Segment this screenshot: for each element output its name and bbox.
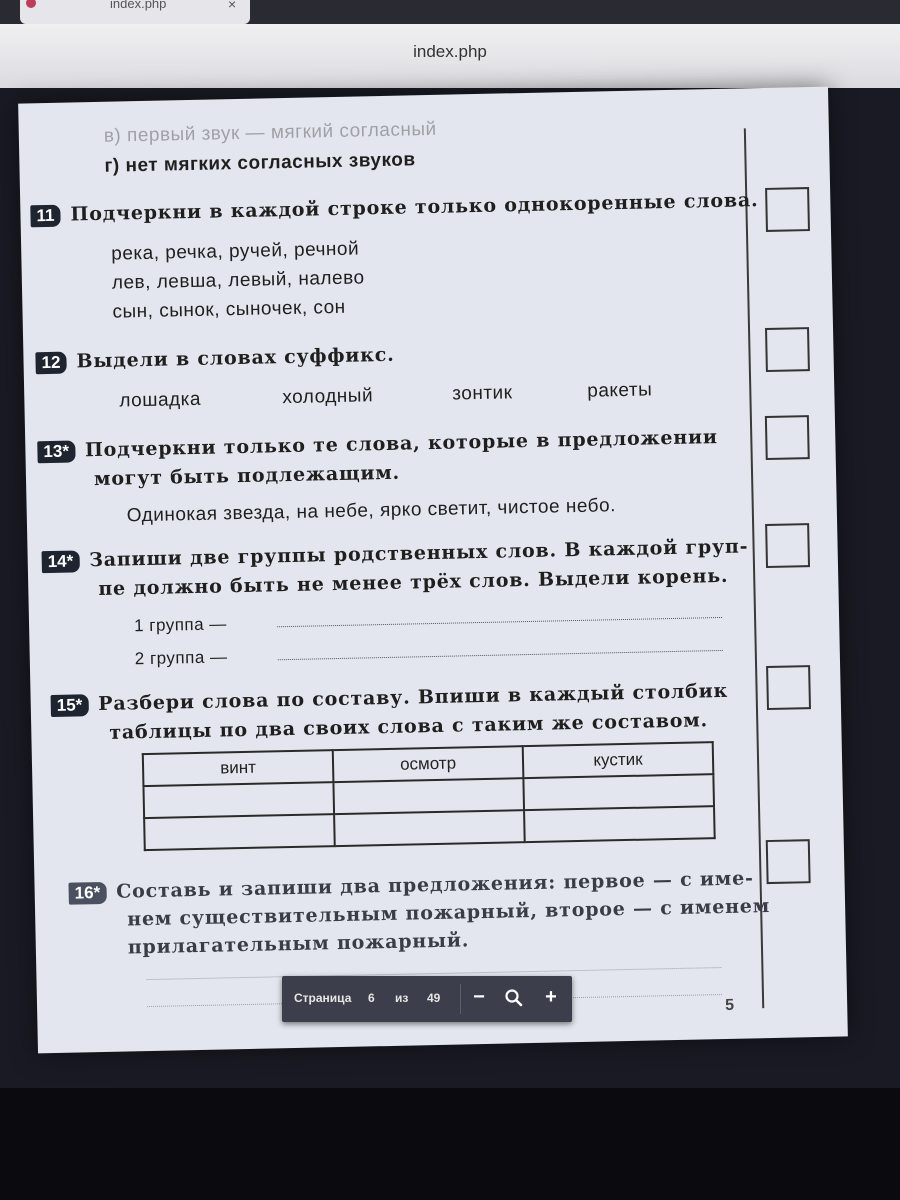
- word-item[interactable]: зонтик: [452, 382, 513, 405]
- task-question-line: нем существительным пожарный, второе — с именем: [127, 895, 771, 931]
- current-page-input[interactable]: 6: [368, 991, 375, 1005]
- score-box[interactable]: [765, 187, 810, 232]
- prev-option-g: г) нет мягких согласных звуков: [104, 149, 416, 177]
- task-number-badge: 14*: [42, 550, 80, 573]
- answer-line[interactable]: [278, 650, 723, 660]
- table-cell[interactable]: [144, 814, 335, 850]
- column-header: кустик: [523, 742, 714, 778]
- document-page: [18, 87, 848, 1054]
- task-question-line: Составь и запиши два предложения: первое — с име-: [115, 867, 754, 903]
- task-question-line: Запиши две группы родственных слов. В каждой груп-: [89, 535, 749, 572]
- word-item[interactable]: лошадка: [119, 388, 202, 412]
- close-icon[interactable]: ×: [228, 0, 237, 12]
- task-question-line: пе должно быть не менее трёх слов. Выдели корень.: [98, 564, 729, 601]
- score-box[interactable]: [765, 327, 810, 372]
- total-pages: 49: [427, 991, 441, 1005]
- page-number: 5: [725, 996, 735, 1014]
- task-number-badge: 13*: [37, 440, 75, 463]
- tab-strip: [0, 0, 900, 24]
- group-label: 1 группа —: [133, 614, 228, 636]
- monitor-bezel: [0, 1088, 900, 1200]
- task-question-line: прилагательным пожарный.: [127, 929, 470, 959]
- word-row[interactable]: река, речка, ручей, речной: [111, 238, 360, 265]
- word-item[interactable]: холодный: [282, 385, 374, 409]
- task-question: Выдели в словах суффикс.: [76, 343, 395, 373]
- column-header: винт: [143, 750, 334, 786]
- score-box[interactable]: [765, 415, 810, 460]
- zoom-out-button[interactable]: −: [473, 986, 485, 1008]
- window-title: index.php: [413, 42, 487, 61]
- task-number-badge: 11: [30, 205, 60, 228]
- score-box[interactable]: [766, 839, 811, 884]
- page-toolbar: [282, 976, 572, 1022]
- column-header: осмотр: [333, 746, 524, 782]
- word-row[interactable]: лев, левша, левый, налево: [111, 267, 365, 294]
- browser-tab[interactable]: [20, 0, 250, 24]
- task-question-line: могут быть подлежащим.: [93, 461, 401, 491]
- task-question-line: Подчеркни только те слова, которые в предложении: [84, 426, 719, 462]
- score-box[interactable]: [765, 523, 810, 568]
- task-sentence[interactable]: Одинокая звезда, на небе, ярко светит, чистое небо.: [126, 495, 617, 527]
- table-cell[interactable]: [333, 778, 524, 814]
- toolbar-divider: [460, 984, 461, 1014]
- task-number-badge: 12: [35, 352, 66, 375]
- word-item[interactable]: ракеты: [587, 379, 653, 402]
- task-question: Подчеркни в каждой строке только однокоренные слова.: [70, 189, 759, 226]
- zoom-button[interactable]: [501, 984, 527, 1012]
- task-question-line: Разбери слова по составу. Впиши в каждый столбик: [98, 679, 729, 716]
- morpheme-table: [142, 741, 716, 851]
- favicon-icon: [26, 0, 36, 8]
- table-cell[interactable]: [524, 806, 715, 842]
- prev-option-v: в) первый звук — мягкий согласный: [103, 118, 437, 147]
- page-label: Страница: [294, 991, 352, 1005]
- task-number-badge: 16*: [68, 882, 106, 905]
- task-11: [30, 186, 758, 230]
- zoom-in-button[interactable]: +: [545, 986, 557, 1008]
- group-label: 2 группа —: [134, 647, 228, 669]
- task-number-badge: 15*: [51, 694, 89, 717]
- score-box[interactable]: [766, 665, 811, 710]
- of-label: из: [395, 991, 409, 1005]
- table-cell[interactable]: [143, 782, 334, 818]
- answer-line[interactable]: [277, 617, 722, 627]
- task-12: [35, 341, 395, 378]
- word-row[interactable]: сын, сынок, сыночек, сон: [112, 296, 346, 323]
- magnifier-icon: [504, 988, 524, 1008]
- task-question-line: таблицы по два своих слова с таким же составом.: [109, 709, 709, 744]
- table-cell[interactable]: [334, 810, 525, 846]
- table-cell[interactable]: [523, 774, 714, 810]
- tab-title: index.php: [110, 0, 167, 11]
- title-bar: [0, 24, 900, 88]
